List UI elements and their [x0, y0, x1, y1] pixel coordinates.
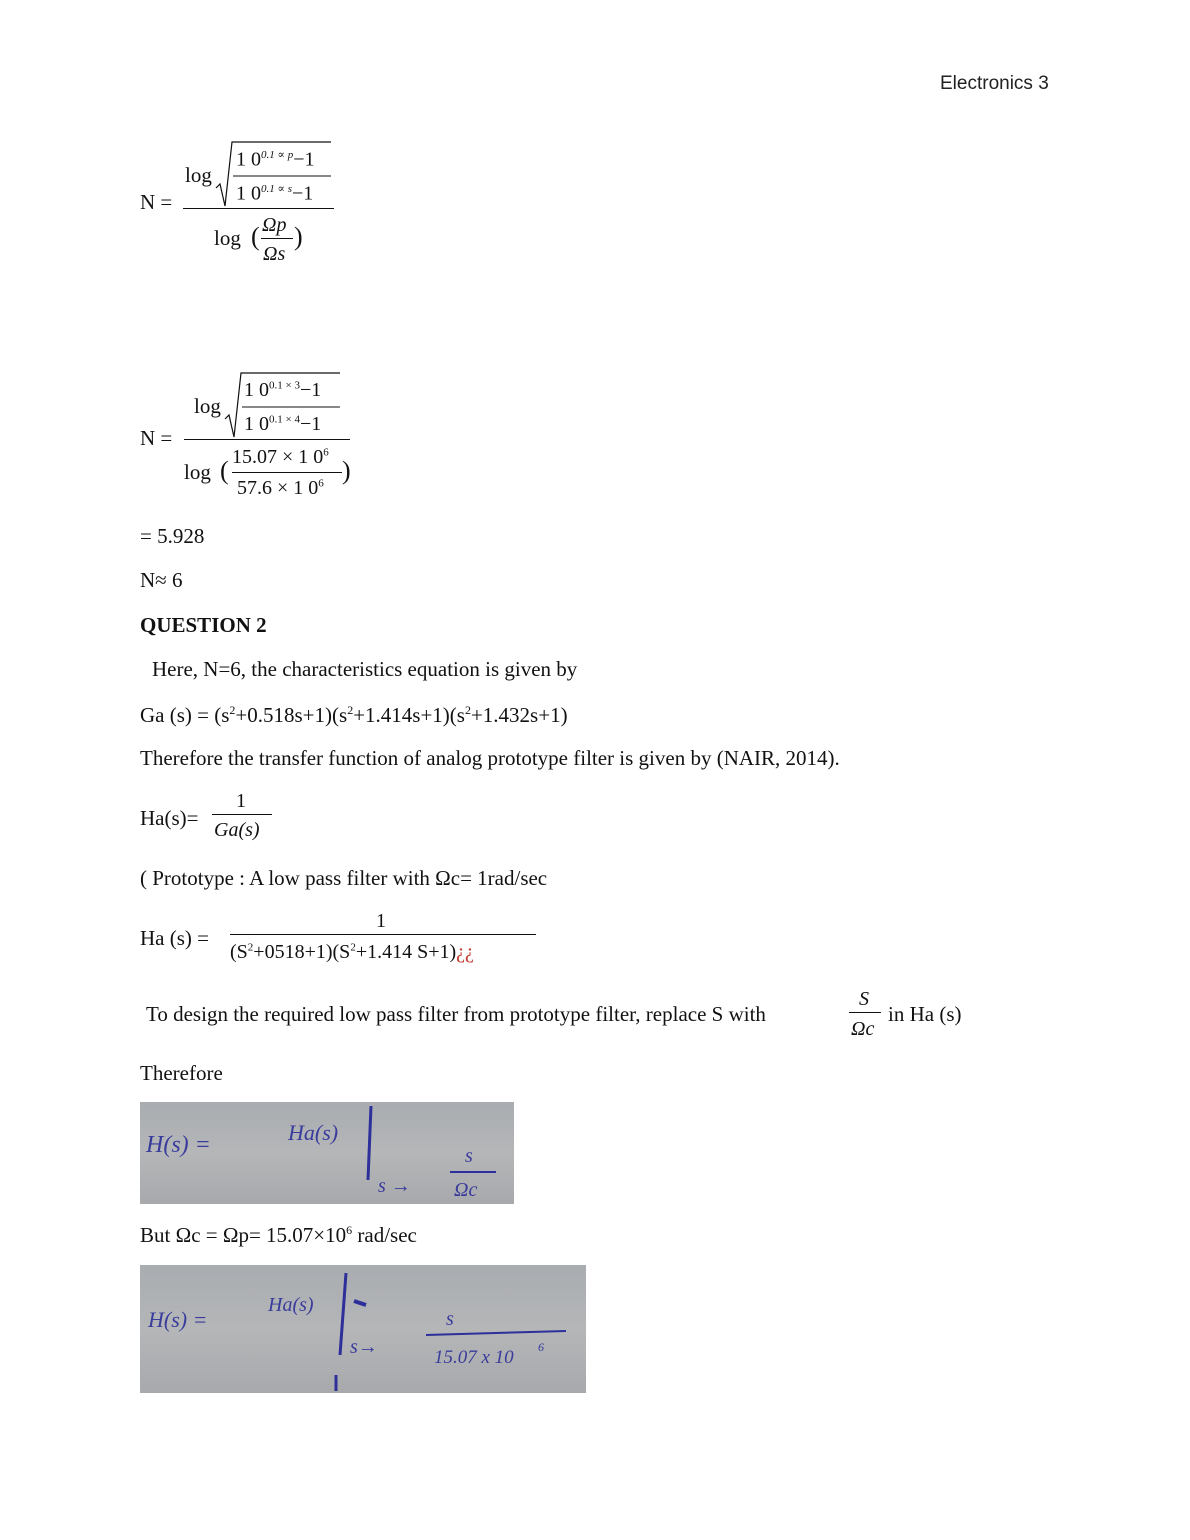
denominator-log: log: [214, 226, 241, 250]
intro-line: Here, N=6, the characteristics equation is given by: [152, 657, 578, 681]
hw2-sub: s→: [350, 1336, 378, 1358]
ha-prototype-formula: [140, 788, 290, 848]
design-fraction-bar: [849, 1012, 881, 1013]
paren-open: (: [220, 456, 229, 485]
ha-lhs: Ha(s)=: [140, 806, 199, 830]
denominator-num: Ωp: [262, 214, 287, 236]
transfer-line: Therefore the transfer function of analog prototype filter is given by (NAIR, 2014).: [140, 746, 840, 770]
hw2-lhs: H(s) =: [148, 1307, 208, 1332]
formula-n-numeric: [140, 366, 370, 506]
handwritten-photo-1: [140, 1102, 514, 1204]
ha-expanded-formula: [140, 908, 560, 970]
denominator-den: 57.6 × 1 $0^6$: [237, 477, 324, 499]
formula-lhs: N =: [140, 426, 173, 450]
denominator-num: 15.07 × 1 $0^6$: [232, 446, 329, 468]
inner-fraction-bar: [261, 238, 293, 239]
ha-fraction-bar: [212, 814, 272, 815]
design-frac-den: Ωc: [851, 1018, 875, 1040]
ha-exp-den: $(S^2+0518+1)(S^2+1.414$ S+1)¿¿: [230, 941, 474, 963]
ha-exp-fraction-bar: [230, 934, 536, 935]
handwritten-photo-2: [140, 1265, 586, 1393]
hw2-mid: Ha(s): [268, 1294, 314, 1316]
question-heading: QUESTION 2: [140, 613, 267, 637]
inner-fraction-bar: [232, 472, 342, 473]
hw1-mid: Ha(s): [288, 1120, 339, 1145]
design-tail: in Ha (s): [888, 1002, 962, 1026]
handwritten-equation-2: [140, 1265, 586, 1393]
formula-log: log: [194, 394, 221, 418]
formula-log: log: [185, 163, 212, 187]
sqrt-numerator: 1 $0^{0.1 \times 3}-1$: [244, 379, 322, 401]
result-line: = 5.928: [140, 524, 205, 548]
design-text: To design the required low pass filter from prototype filter, replace S with: [146, 1002, 766, 1026]
main-fraction-bar: [184, 439, 350, 440]
prototype-note: ( Prototype : A low pass filter with Ωc= 1rad/sec: [140, 866, 548, 890]
paren-close: ): [294, 222, 303, 251]
denominator-den: Ωs: [263, 243, 286, 265]
ha-exp-num: 1: [376, 910, 386, 932]
formula-n-general: [140, 136, 360, 266]
hw2-frac-den-sup: 6: [538, 1340, 544, 1354]
paren-close: ): [342, 456, 351, 485]
page-header: Electronics 3: [940, 73, 1049, 94]
paren-open: (: [251, 222, 260, 251]
ga-equation: Ga $(s) = (s^2+0.518s+1)(s^2+1.414s+1)(s^2+1.432s+1)$: [140, 703, 568, 727]
hw1-sub: s →: [378, 1175, 411, 1197]
ha-num: 1: [236, 790, 246, 812]
hw2-frac-den: 15.07 x 10: [434, 1347, 514, 1368]
design-frac-num: S: [859, 988, 869, 1010]
sqrt-numerator: 1 $0^{0.1 \propto p}-1$: [236, 148, 315, 171]
handwritten-equation-1: [140, 1102, 514, 1204]
ha-den: Ga(s): [214, 819, 260, 841]
hw1-lhs: H(s) =: [146, 1132, 211, 1158]
hw2-frac-num: s: [446, 1308, 454, 1330]
hw1-frac-den: Ωc: [454, 1179, 478, 1201]
denominator-log: log: [184, 460, 211, 484]
formula-lhs: N =: [140, 190, 173, 214]
ha-exp-lhs: Ha (s) =: [140, 926, 209, 950]
sqrt-denominator: 1 $0^{0.1 \times 4}-1$: [244, 413, 322, 435]
therefore-label: Therefore: [140, 1061, 223, 1085]
main-fraction-bar: [183, 208, 334, 209]
approx-line: N≈ 6: [140, 568, 183, 592]
hw1-frac-num: s: [465, 1145, 473, 1167]
sqrt-denominator: 1 $0^{0.1 \propto s}-1$: [236, 182, 314, 205]
but-line: But $\Omega c = \Omega p= 15.07\times 10^6$ rad/sec: [140, 1223, 417, 1247]
design-line: [146, 986, 986, 1042]
